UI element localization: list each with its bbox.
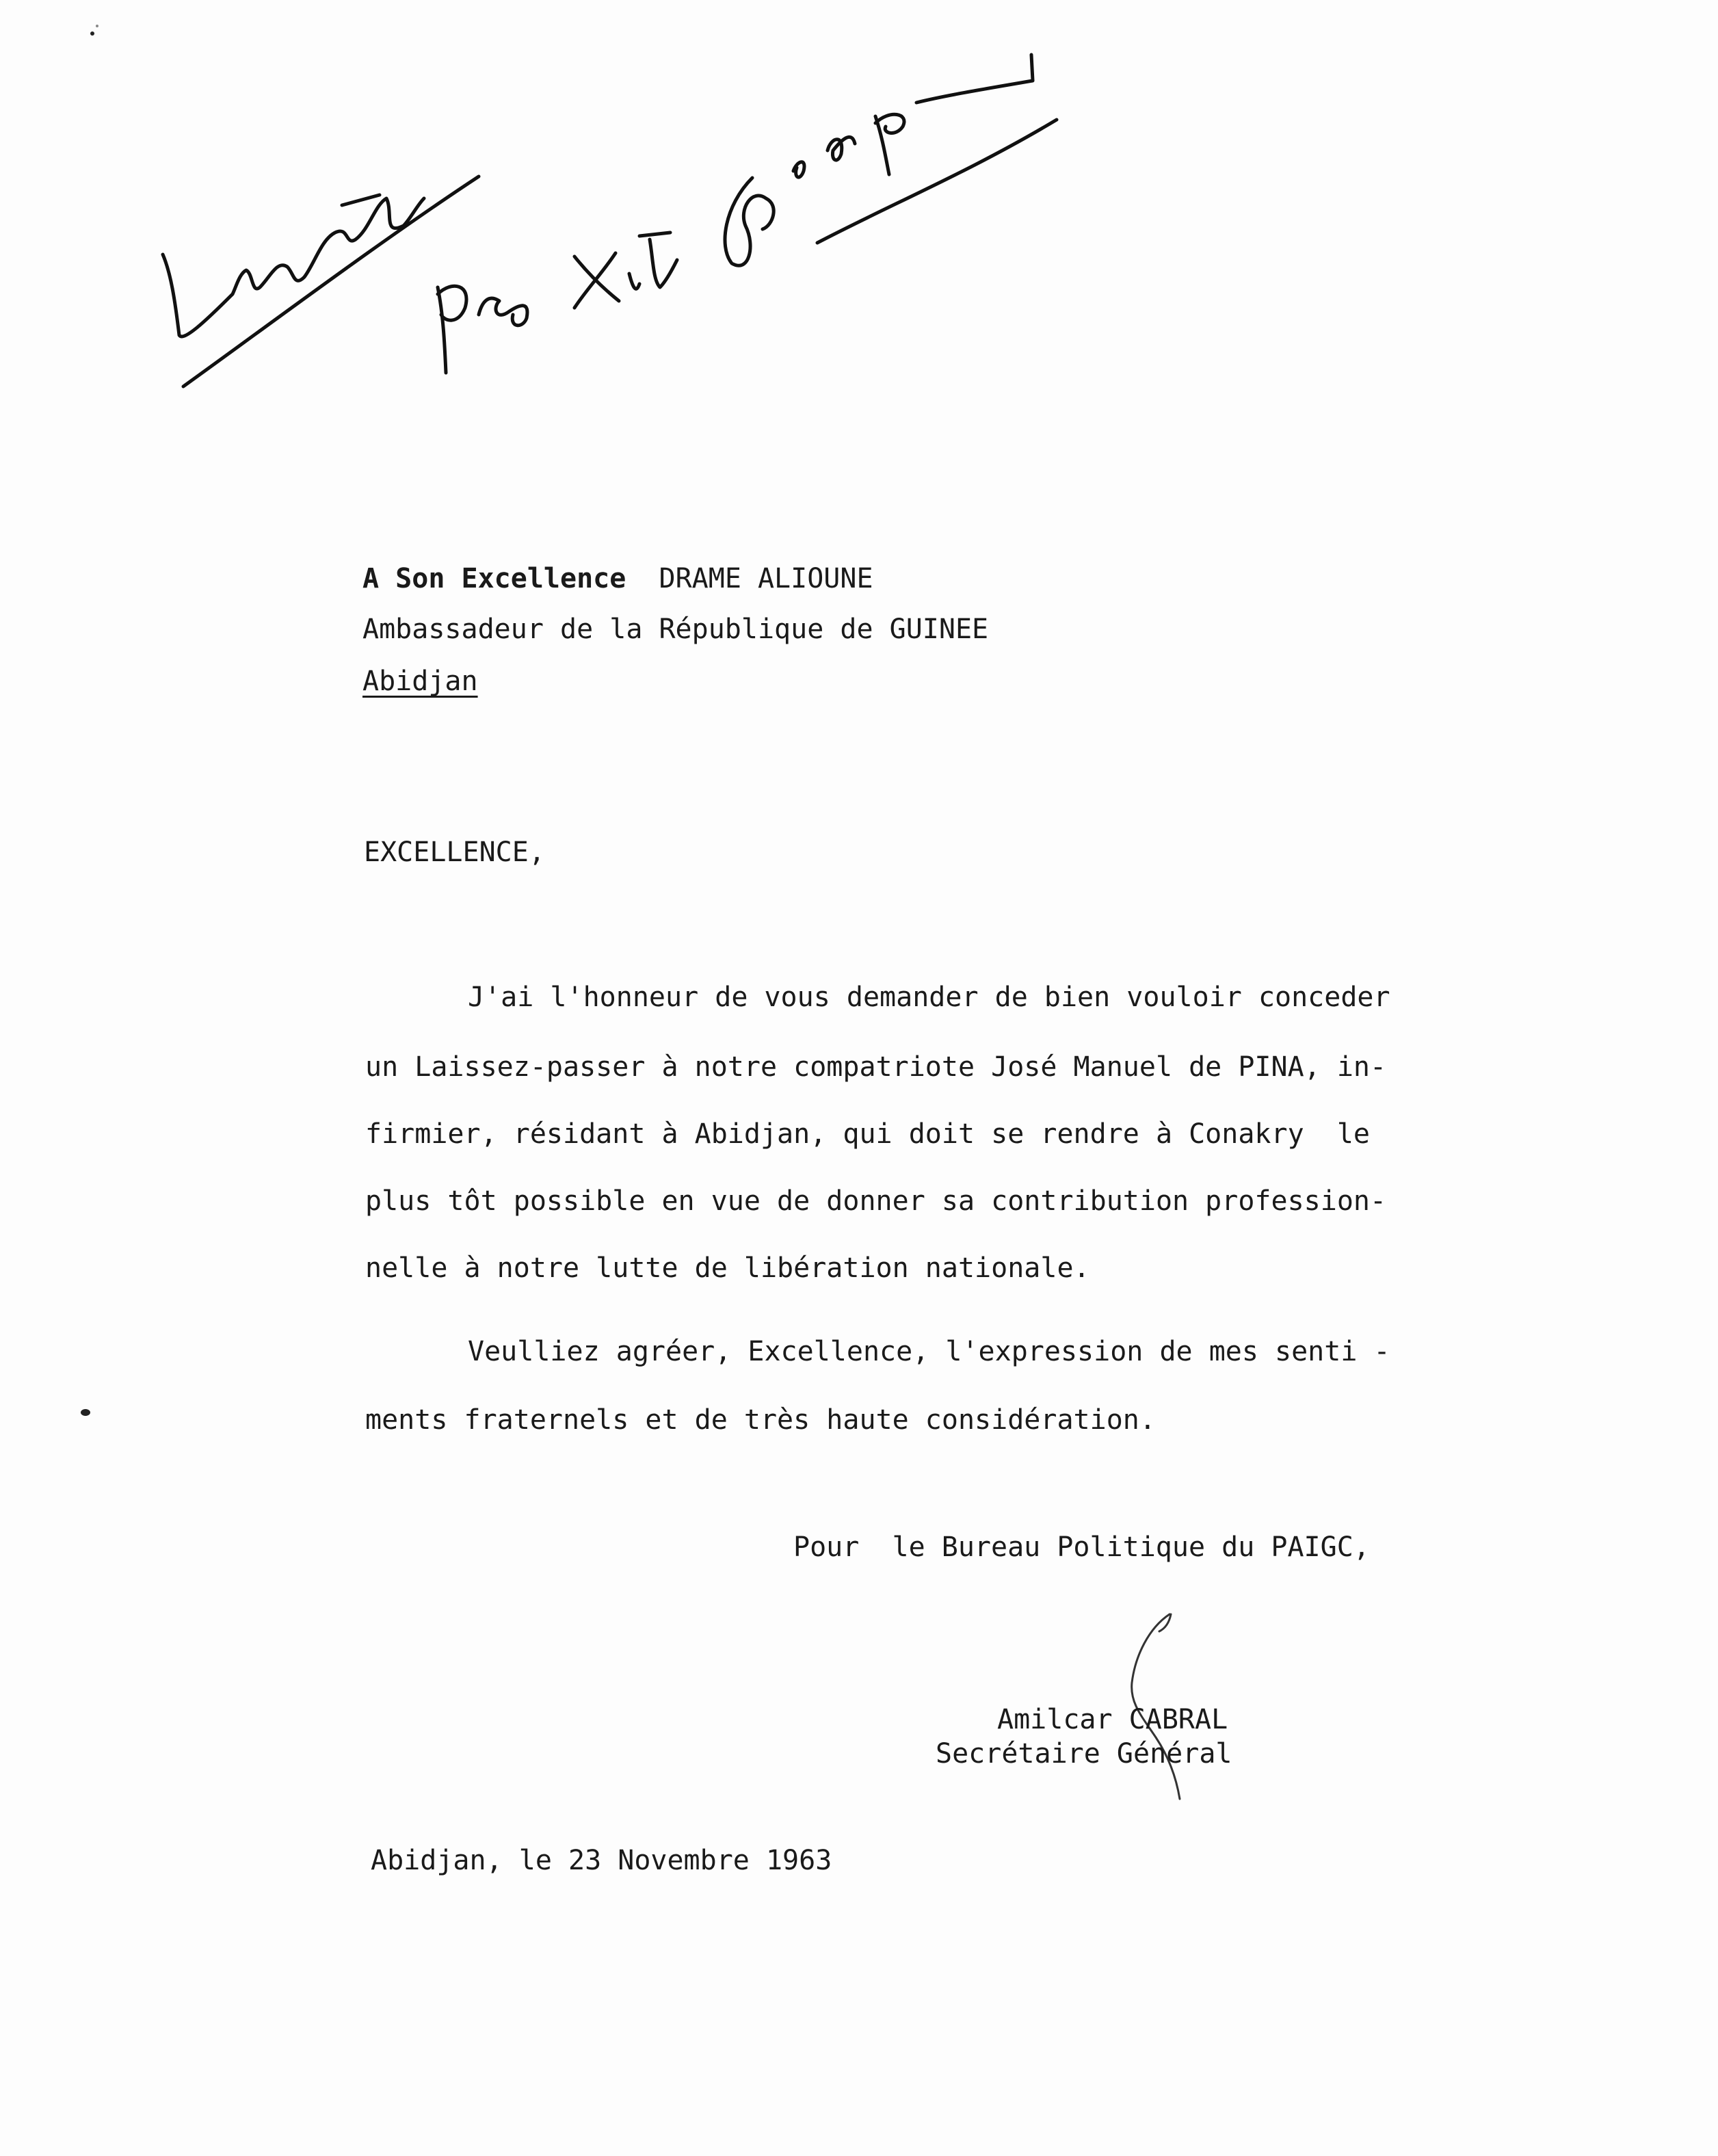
paragraph-1-line: un Laissez-passer à notre compatriote José Manuel de PINA, in- <box>365 1051 1387 1083</box>
address-line-1 <box>362 562 873 595</box>
signatory-title: Secrétaire Général <box>936 1738 1232 1770</box>
address-city: Abidjan <box>362 666 478 697</box>
address-prefix: A Son Excellence <box>362 563 626 594</box>
paragraph-1-line: plus tôt possible en vue de donner sa contribution profession- <box>365 1185 1387 1217</box>
paragraph-2-line: ments fraternels et de très haute considération. <box>365 1404 1156 1436</box>
paragraph-2-line: Veulliez agréer, Excellence, l'expression de mes senti - <box>468 1336 1390 1367</box>
salutation: EXCELLENCE, <box>364 837 545 868</box>
scan-speck <box>96 25 98 27</box>
scan-speck <box>81 1409 90 1416</box>
place-and-date: Abidjan, le 23 Novembre 1963 <box>371 1845 832 1876</box>
handwritten-annotation <box>0 0 1718 479</box>
scan-speck <box>90 31 94 36</box>
paragraph-1-line: firmier, résidant à Abidjan, qui doit se rendre à Conakry le <box>365 1118 1371 1150</box>
underline-stroke-1 <box>183 176 479 386</box>
handwriting-word-2 <box>438 286 527 373</box>
handwriting-word-1 <box>163 198 424 337</box>
recipient-name: DRAME ALIOUNE <box>659 563 873 594</box>
paragraph-1-line: nelle à notre lutte de libération nationale. <box>365 1252 1090 1284</box>
signatory-name: Amilcar CABRAL <box>997 1704 1228 1735</box>
address-line-2: Ambassadeur de la République de GUINEE <box>362 614 989 645</box>
paragraph-1-line: J'ai l'honneur de vous demander de bien vouloir conceder <box>468 982 1390 1013</box>
closing-on-behalf: Pour le Bureau Politique du PAIGC, <box>793 1531 1370 1563</box>
